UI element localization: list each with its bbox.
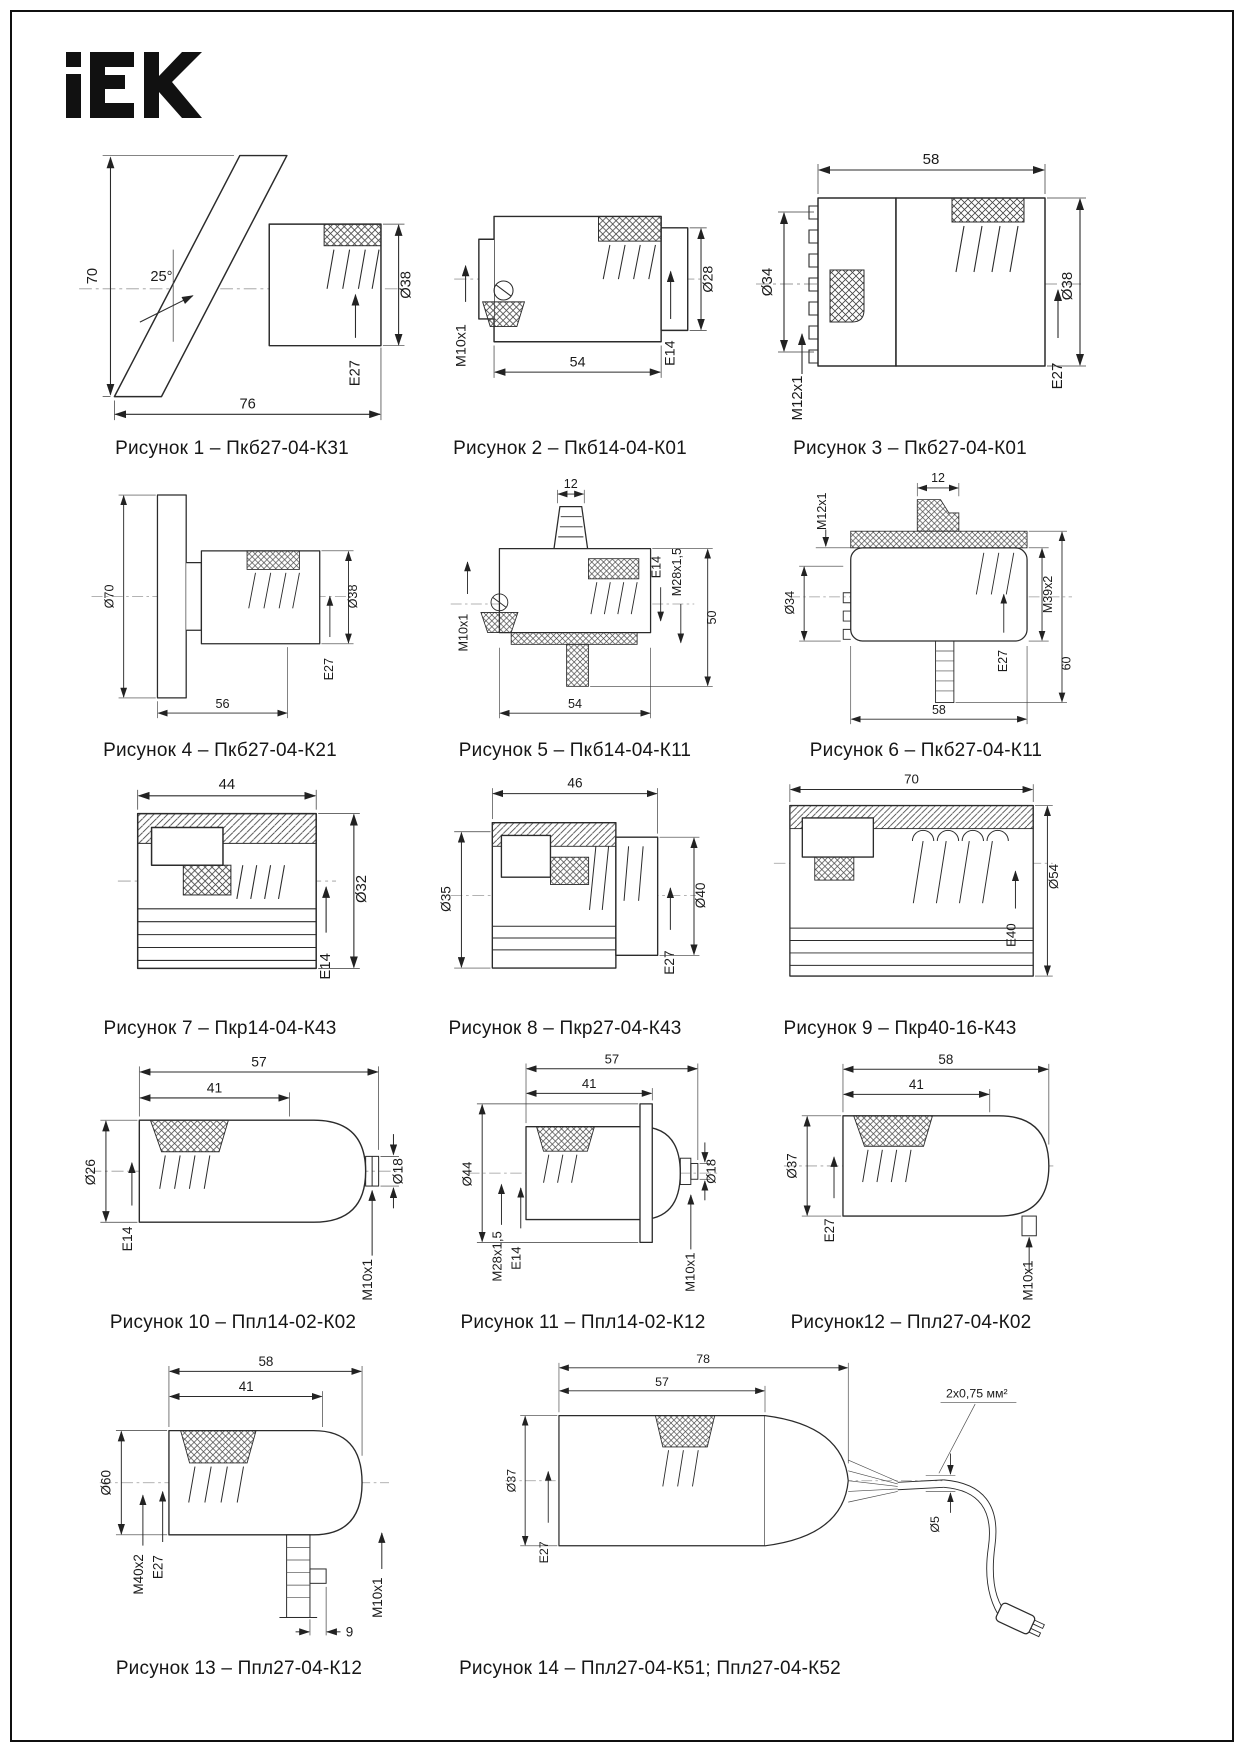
- dim-label: 57: [251, 1053, 267, 1070]
- dim-label: 41: [238, 1379, 254, 1395]
- figure-12: [744, 1046, 1078, 1334]
- dim-label: Ø38: [398, 271, 415, 299]
- dim-label: 12: [931, 471, 945, 486]
- dim-label: Ø32: [353, 874, 370, 904]
- dim-label: 41: [581, 1076, 597, 1092]
- figure-4-drawing: [50, 468, 390, 730]
- figure-13-drawing: [56, 1348, 422, 1648]
- figure-12-drawing: [744, 1046, 1078, 1302]
- figure-13: [56, 1348, 422, 1680]
- dim-label: Ø38: [1059, 271, 1076, 301]
- dim-label: 25°: [150, 269, 173, 285]
- dim-label: M40x2: [130, 1554, 146, 1595]
- dim-label: E14: [649, 555, 664, 579]
- figure-9: [710, 770, 1090, 1040]
- dim-label: 70: [904, 771, 919, 787]
- dim-label: M12x1: [814, 492, 829, 530]
- dim-label: 54: [569, 354, 586, 371]
- figure-8: [400, 770, 730, 1040]
- figure-12-caption: Рисунок12 – Ппл27-04-К02: [790, 1312, 1032, 1333]
- figure-2: [420, 134, 720, 460]
- figure-11-caption: Рисунок 11 – Ппл14-02-К12: [460, 1312, 706, 1333]
- dim-label: 46: [567, 775, 583, 791]
- figure-7-drawing: [60, 770, 380, 1008]
- figure-11-drawing: [424, 1046, 742, 1302]
- dim-label: 58: [931, 703, 946, 718]
- dim-label: 9: [345, 1624, 354, 1640]
- figure-4-caption: Рисунок 4 – Пкб27-04-К21: [103, 740, 337, 761]
- figure-9-geometry: [790, 806, 1033, 977]
- figure-2-geometry: [479, 216, 688, 341]
- dim-label: E27: [347, 360, 364, 387]
- dim-label: 57: [655, 1374, 669, 1389]
- dim-label: 44: [218, 776, 236, 793]
- dim-label: M10x1: [359, 1258, 376, 1301]
- figure-8-geometry: [492, 823, 657, 968]
- dim-label: Ø34: [783, 590, 798, 615]
- figure-11: [424, 1046, 742, 1334]
- figure-14-caption: Рисунок 14 – Ппл27-04-К51; Ппл27-04-К52: [459, 1658, 841, 1679]
- dim-label: M10x1: [456, 613, 471, 652]
- figure-14: [420, 1348, 1110, 1680]
- figure-2-caption: Рисунок 2 – Пкб14-04-К01: [453, 438, 687, 459]
- dim-label: Ø18: [389, 1158, 406, 1185]
- figure-11-geometry: [526, 1104, 698, 1243]
- figure-5-drawing: [400, 468, 750, 730]
- dim-label: M12x1: [789, 375, 806, 421]
- dim-label: M10x1: [1020, 1260, 1036, 1301]
- dim-label: E27: [322, 657, 337, 681]
- figure-1: [40, 134, 424, 460]
- figure-14-drawing: [420, 1348, 1110, 1648]
- figure-6-drawing: [742, 468, 1110, 730]
- dim-label: E14: [118, 1226, 135, 1252]
- figure-4-geometry: [157, 495, 319, 698]
- figure-7: [60, 770, 380, 1040]
- figure-10: [44, 1046, 422, 1334]
- figure-2-drawing: [420, 134, 720, 428]
- figure-3-drawing: [730, 134, 1090, 428]
- figure-6-caption: Рисунок 6 – Пкб27-04-К11: [809, 740, 1043, 761]
- dim-label: Ø37: [504, 1469, 519, 1493]
- figure-10-geometry: [139, 1120, 378, 1222]
- dim-label: Ø18: [703, 1158, 719, 1184]
- figure-3-caption: Рисунок 3 – Пкб27-04-К01: [793, 438, 1027, 459]
- figure-7-geometry: [138, 814, 317, 969]
- figure-7-caption: Рисунок 7 – Пкр14-04-К43: [103, 1018, 337, 1039]
- dim-label: 54: [568, 697, 582, 712]
- figure-9-caption: Рисунок 9 – Пкр40-16-К43: [783, 1018, 1017, 1039]
- cord-plug: [995, 1602, 1046, 1640]
- dim-label: Ø37: [784, 1153, 800, 1179]
- dim-label: M10x1: [453, 324, 470, 367]
- dim-label: E14: [318, 953, 335, 980]
- dim-label: 12: [563, 477, 578, 492]
- figure-5: [400, 468, 750, 762]
- dim-label: E14: [508, 1246, 524, 1270]
- dim-label: Ø60: [98, 1469, 114, 1496]
- dim-label: E27: [662, 950, 678, 975]
- dim-label: 76: [239, 396, 256, 413]
- dim-label: 56: [215, 697, 230, 712]
- dim-label: E27: [1049, 362, 1066, 390]
- dim-label: M10x1: [369, 1577, 385, 1618]
- dim-label: 60: [1059, 656, 1074, 671]
- dim-label: M10x1: [682, 1252, 698, 1292]
- figure-3-geometry: [809, 198, 1045, 366]
- dim-label: M28x1,5: [489, 1231, 505, 1282]
- dim-label: M39x2: [1041, 575, 1056, 614]
- figure-4: [50, 468, 390, 762]
- figure-8-caption: Рисунок 8 – Пкр27-04-К43: [448, 1018, 682, 1039]
- dim-label: E27: [822, 1218, 838, 1243]
- dim-label: 58: [938, 1051, 954, 1067]
- dim-label: 50: [705, 610, 720, 625]
- figure-8-drawing: [400, 770, 730, 1008]
- dim-label: 58: [258, 1353, 274, 1369]
- cord: [898, 1480, 944, 1490]
- figure-13-caption: Рисунок 13 – Ппл27-04-К12: [115, 1658, 363, 1679]
- dim-label: Ø5: [927, 1516, 942, 1533]
- figure-12-geometry: [843, 1116, 1049, 1236]
- dim-label: 58: [922, 151, 940, 168]
- figure-5-geometry: [481, 507, 651, 687]
- dim-label: 78: [696, 1351, 711, 1366]
- dim-label: Ø38: [345, 584, 360, 609]
- iek-logo-mark: [64, 50, 204, 120]
- figure-10-drawing: [44, 1046, 422, 1302]
- dim-label: 70: [84, 267, 101, 285]
- figure-6: [742, 468, 1110, 762]
- iek-logo: [64, 50, 204, 125]
- figure-9-drawing: [710, 770, 1090, 1008]
- dim-label: Ø40: [692, 882, 708, 909]
- cord-bristles: [848, 1460, 897, 1502]
- dim-label: 41: [206, 1079, 223, 1096]
- figure-3: [730, 134, 1090, 460]
- dim-label: E27: [537, 1541, 552, 1564]
- dim-label: E14: [662, 340, 679, 366]
- figure-1-caption: Рисунок 1 – Пкб27-04-К31: [115, 438, 349, 459]
- dim-label: M28x1,5: [669, 548, 684, 597]
- dim-label: Ø34: [759, 267, 776, 297]
- dim-label: Ø44: [459, 1161, 475, 1187]
- dim-label: Ø70: [102, 584, 117, 609]
- dim-label: E27: [996, 649, 1011, 673]
- figure-1-drawing: [40, 134, 424, 428]
- dim-label: E40: [1003, 923, 1019, 948]
- dim-label: Ø26: [81, 1158, 98, 1186]
- dim-label: 57: [604, 1051, 620, 1067]
- figure-14-geometry: [559, 1416, 1046, 1640]
- dim-label: Ø35: [438, 886, 454, 912]
- figure-10-caption: Рисунок 10 – Ппл14-02-К02: [109, 1312, 357, 1333]
- dim-label: Ø54: [1046, 863, 1062, 890]
- figure-13-geometry: [169, 1431, 362, 1618]
- dim-label: E27: [150, 1555, 166, 1580]
- cord-spec-label: 2х0,75 мм²: [945, 1386, 1008, 1401]
- dim-label: 41: [908, 1076, 924, 1092]
- figure-5-caption: Рисунок 5 – Пкб14-04-К11: [458, 740, 692, 761]
- dim-label: Ø28: [700, 265, 717, 293]
